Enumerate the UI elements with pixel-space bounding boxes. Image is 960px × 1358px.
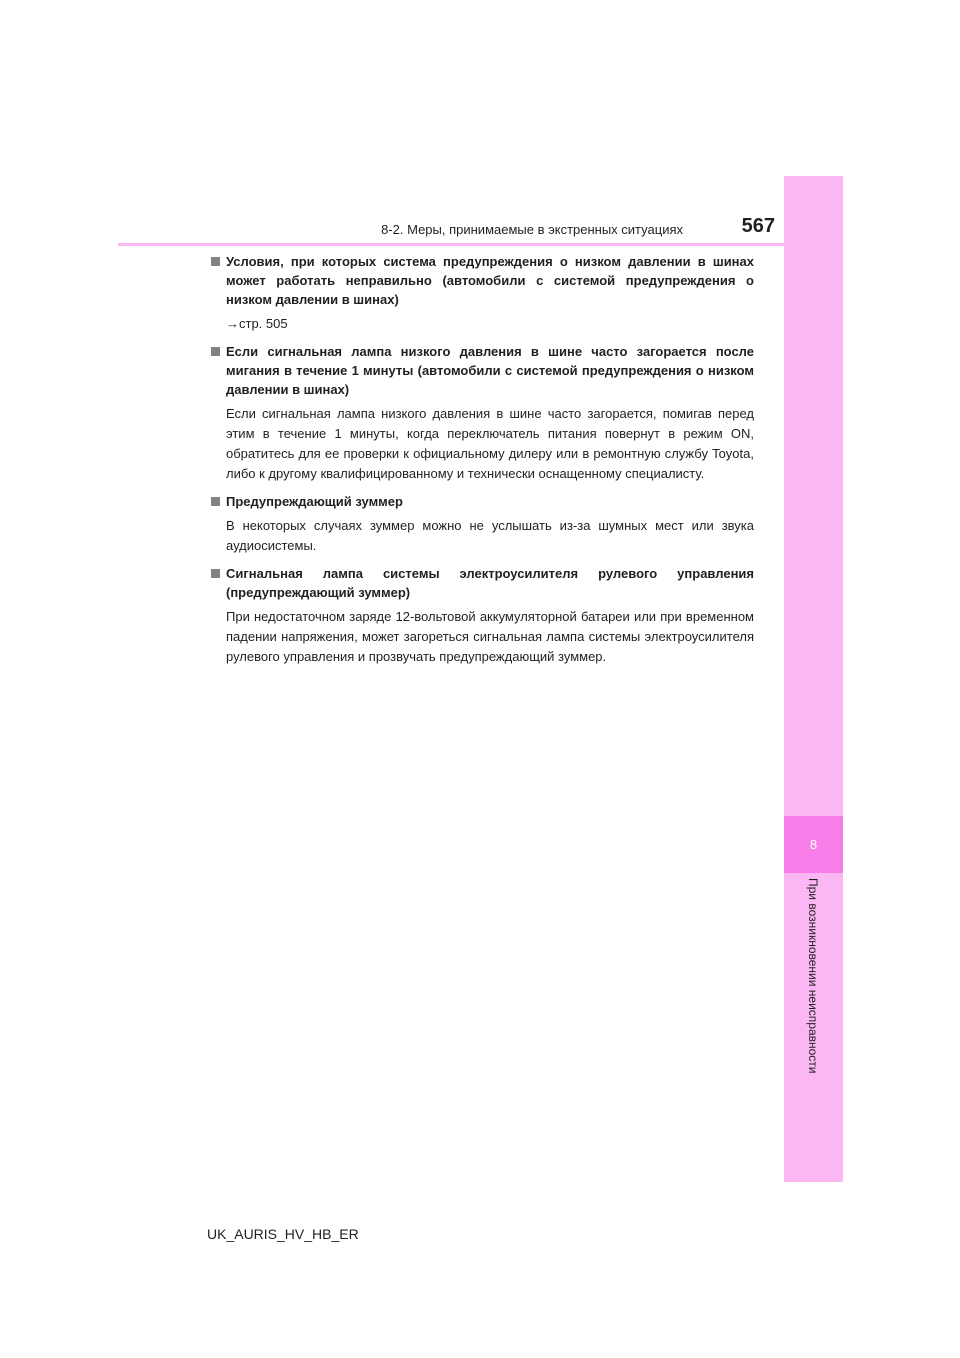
section-body-text: При недостаточном заряде 12-вольтовой аккумуляторной батареи или при временном падении напряжения, может загореться сигнальная лампа системы электроусилителя рулевого управления и прозвучать предупреждающий зуммер.: [226, 609, 754, 664]
section-heading-text: Предупреждающий зуммер: [226, 494, 403, 509]
page-number: 567: [741, 215, 775, 237]
square-bullet-icon: [211, 569, 220, 578]
section-body-text: В некоторых случаях зуммер можно не услышать из-за шумных мест или звука аудиосистемы.: [226, 518, 754, 553]
page-content: [210, 252, 754, 675]
section-heading: [210, 492, 754, 511]
document-code: UK_AURIS_HV_HB_ER: [207, 1226, 359, 1242]
section-heading: [210, 252, 754, 309]
section-heading-text: Условия, при которых система предупреждения о низком давлении в шинах может работать неправильно (автомобили с системой предупреждения о низком давлении в шинах): [226, 254, 754, 307]
section-warning-buzzer: [210, 492, 754, 556]
section-heading-text: Сигнальная лампа системы электроусилителя рулевого управления (предупреждающий зуммер): [226, 566, 754, 600]
square-bullet-icon: [211, 257, 220, 266]
header-rule: [118, 243, 843, 246]
section-body-text: Если сигнальная лампа низкого давления в шине часто загорается, помигав перед этим в течение 1 минуты, когда переключатель питания повернут в режим ON, обратитесь для ее проверки к официальному дилеру или в ремонтную службу Toyota, либо к другому квалифицированному и технически оснащенному специалисту.: [226, 406, 754, 481]
header-section-title: 8-2. Меры, принимаемые в экстренных ситуациях: [381, 222, 683, 237]
section-tpws-conditions: [210, 252, 754, 334]
section-eps-lamp: [210, 564, 754, 667]
page-reference-link[interactable]: →стр. 505: [226, 316, 288, 331]
section-heading: [210, 342, 754, 399]
square-bullet-icon: [211, 497, 220, 506]
square-bullet-icon: [211, 347, 220, 356]
chapter-number: 8: [809, 837, 818, 852]
section-tpws-lamp: [210, 342, 754, 484]
section-heading: [210, 564, 754, 602]
section-heading-text: Если сигнальная лампа низкого давления в шине часто загорается после мигания в течение 1 минуты (автомобили с системой предупреждения о низком давлении в шинах): [226, 344, 754, 397]
chapter-title-vertical: При возникновении неисправности: [806, 878, 820, 1074]
chapter-number-tab[interactable]: [784, 816, 843, 873]
